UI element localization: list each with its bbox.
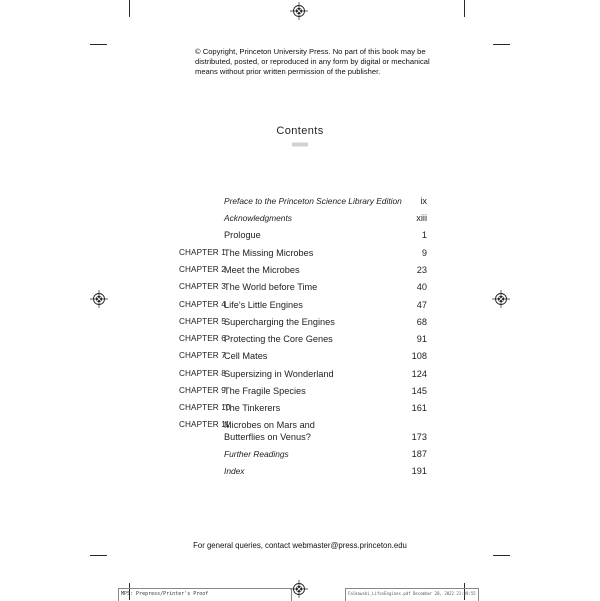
page-number: 173 <box>411 431 427 442</box>
page-number: 23 <box>416 265 427 275</box>
toc-title: Supersizing in Wonderland <box>224 369 334 379</box>
page-number: 40 <box>416 282 427 292</box>
page-number: ix <box>420 196 427 206</box>
toc-title: Acknowledgments <box>224 213 292 223</box>
page-number: 91 <box>416 334 427 344</box>
chapter-label: CHAPTER 7 <box>179 351 226 360</box>
page-number: xiii <box>416 213 427 223</box>
chapter-label: CHAPTER 2 <box>179 265 226 274</box>
copyright-notice <box>195 47 435 78</box>
registration-mark-left <box>90 290 108 308</box>
chapter-label: CHAPTER 6 <box>179 334 226 343</box>
toc-title: Preface to the Princeton Science Library Edition <box>224 196 402 206</box>
registration-mark-right <box>492 290 510 308</box>
page-number: 191 <box>411 466 427 476</box>
chapter-label: CHAPTER 3 <box>179 282 226 291</box>
toc-title: Cell Mates <box>224 351 268 361</box>
toc-title: The Fragile Species <box>224 386 306 396</box>
toc-title: Prologue <box>224 230 261 240</box>
toc-title: Index <box>224 466 245 476</box>
copyright-line: means without prior written permission of the publisher. <box>195 67 381 77</box>
toc-title: Microbes on Mars and Butterflies on Venus? <box>224 420 315 442</box>
toc-title: The Tinkerers <box>224 403 281 413</box>
page-number: 145 <box>411 386 427 396</box>
registration-mark-top <box>290 2 308 20</box>
page-number: 1 <box>421 230 427 240</box>
crop-mark-top-right <box>464 0 465 17</box>
page-number: 68 <box>416 317 427 327</box>
file-info-slug: Falkowski_LifesEngines.pdf December 28, 2022 21:09:55 <box>348 591 476 596</box>
page-number: 124 <box>411 369 427 379</box>
toc-title: Further Readings <box>224 449 289 459</box>
toc-title: The Missing Microbes <box>224 248 314 258</box>
crop-mark-right-top <box>493 44 510 45</box>
registration-mark-bottom <box>290 580 308 598</box>
chapter-label: CHAPTER 4 <box>179 300 226 309</box>
toc-title: Supercharging the Engines <box>224 317 335 327</box>
chapter-label: CHAPTER 8 <box>179 369 226 378</box>
page-number: 161 <box>411 403 427 413</box>
crop-mark-top-left <box>129 0 130 17</box>
crop-mark-left-top <box>90 44 107 45</box>
copyright-line: distributed, posted, or reproduced in any form by digital or mechanical <box>195 57 430 67</box>
general-queries-note: For general queries, contact webmaster@press.princeton.edu <box>193 541 407 550</box>
contents-heading: Contents <box>276 125 324 137</box>
crop-mark-left-bottom <box>90 555 107 556</box>
printer-proof-slug: MPS: Prepress/Printer's Proof <box>121 591 209 597</box>
toc-title: Meet the Microbes <box>224 265 300 275</box>
chapter-label: CHAPTER 1 <box>179 248 226 257</box>
heading-ornament-icon <box>292 142 308 147</box>
page-number: 47 <box>416 300 427 310</box>
toc-title: Life's Little Engines <box>224 300 303 310</box>
crop-mark-right-bottom <box>493 555 510 556</box>
chapter-label: CHAPTER 11 <box>179 420 230 429</box>
toc-title: Protecting the Core Genes <box>224 334 333 344</box>
chapter-label: CHAPTER 5 <box>179 317 226 326</box>
page-number: 108 <box>411 351 427 361</box>
chapter-label: CHAPTER 10 <box>179 403 231 412</box>
page-number: 9 <box>421 248 427 258</box>
chapter-label: CHAPTER 9 <box>179 386 226 395</box>
toc-title: The World before Time <box>224 282 318 292</box>
page-number: 187 <box>411 449 427 459</box>
copyright-line: © Copyright, Princeton University Press. No part of this book may be <box>195 47 426 56</box>
